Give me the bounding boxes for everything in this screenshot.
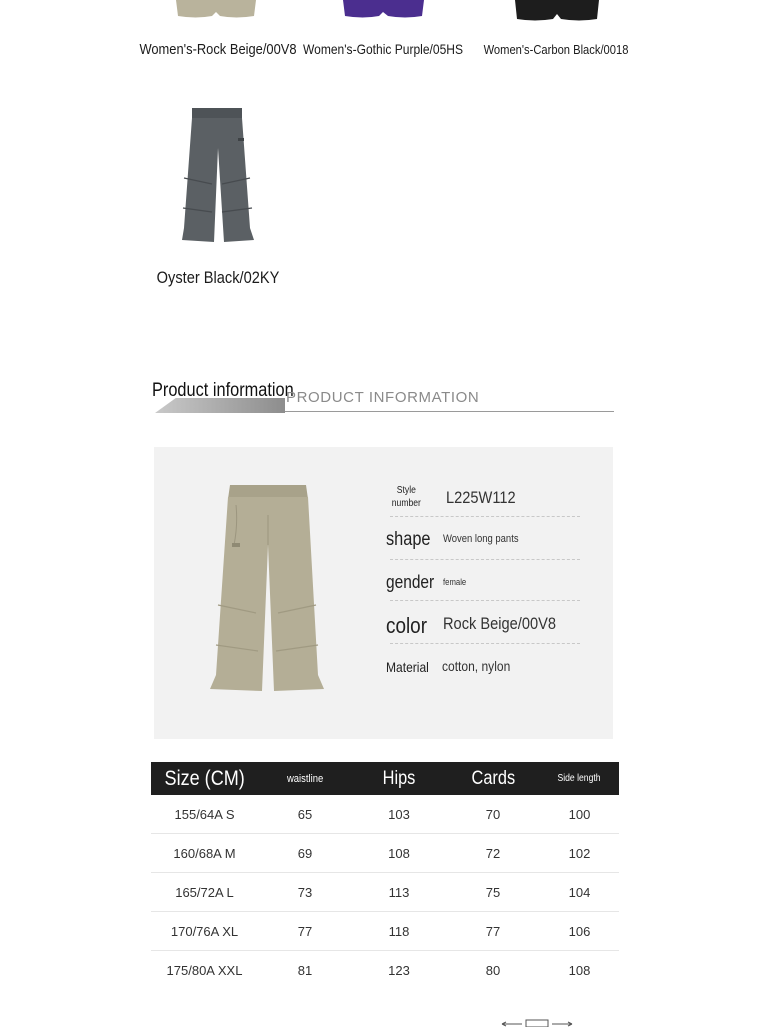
swatch-label[interactable]: Oyster Black/02KY [156, 268, 280, 287]
table-row [151, 951, 619, 990]
waistline-cell: 65 [258, 795, 352, 834]
product-image [208, 485, 326, 691]
side-length-cell: 100 [540, 795, 619, 834]
hips-cell: 113 [352, 873, 446, 912]
cards-cell: 75 [446, 873, 540, 912]
swatch-image-carbon-black[interactable] [515, 0, 599, 21]
info-row-material [386, 644, 580, 684]
header-waistline: waistline [258, 762, 352, 795]
waistline-cell: 81 [297, 962, 313, 978]
size-cell: 170/76A XL [151, 912, 258, 951]
info-row-color [386, 601, 580, 644]
size-cell: 175/80A XXL [166, 962, 243, 978]
side-length-cell: 108 [568, 962, 591, 978]
material-label: Material [386, 659, 429, 675]
shape-label: shape [386, 529, 431, 550]
header-hips: Hips [352, 762, 446, 795]
size-cell: 155/64A S [151, 795, 258, 834]
gender-label: gender [386, 572, 435, 592]
side-length-cell: 106 [540, 912, 619, 951]
section-title: Product information [152, 380, 294, 401]
style-number-value: L225W112 [446, 488, 516, 507]
swatch-image-oyster-black[interactable] [178, 108, 256, 242]
size-table [151, 762, 619, 989]
cards-cell: 80 [485, 962, 501, 978]
gender-value: female [443, 577, 467, 587]
header-size: Size (CM) [151, 762, 258, 795]
cards-cell: 70 [446, 795, 540, 834]
size-cell: 165/72A L [151, 873, 258, 912]
section-subtitle: PRODUCT INFORMATION [286, 389, 480, 406]
color-value: Rock Beige/00V8 [443, 614, 556, 633]
color-label: color [386, 613, 428, 638]
header-cards: Cards [446, 762, 540, 795]
material-value: cotton, nylon [442, 658, 511, 674]
info-row-style-number [386, 484, 580, 517]
table-row [151, 912, 619, 951]
shape-value: Woven long pants [443, 533, 519, 545]
hips-cell: 123 [388, 962, 410, 978]
style-number-label: Style number [391, 485, 421, 509]
waistline-cell: 73 [258, 873, 352, 912]
cards-cell: 77 [446, 912, 540, 951]
side-length-cell: 104 [540, 873, 619, 912]
table-row [151, 834, 619, 873]
table-row [151, 795, 619, 834]
info-row-shape [386, 517, 580, 560]
info-row-gender [386, 560, 580, 601]
table-row [151, 873, 619, 912]
size-cell: 160/68A M [151, 834, 258, 873]
swatch-label[interactable]: Women's-Rock Beige/00V8 [139, 41, 297, 58]
section-divider [285, 411, 614, 412]
waistline-cell: 77 [258, 912, 352, 951]
measurement-diagram-icon [500, 1014, 574, 1024]
swatch-image-rock-beige[interactable] [176, 0, 256, 18]
swatch-label[interactable]: Women's-Gothic Purple/05HS [302, 41, 463, 57]
header-side-length: Side length [540, 762, 619, 795]
hips-cell: 108 [352, 834, 446, 873]
waistline-cell: 69 [258, 834, 352, 873]
cards-cell: 72 [446, 834, 540, 873]
size-table-header [151, 762, 619, 795]
hips-cell: 118 [352, 912, 446, 951]
swatch-image-gothic-purple[interactable] [343, 0, 424, 18]
side-length-cell: 102 [540, 834, 619, 873]
hips-cell: 103 [352, 795, 446, 834]
swatch-label[interactable]: Women's-Carbon Black/0018 [483, 42, 629, 57]
